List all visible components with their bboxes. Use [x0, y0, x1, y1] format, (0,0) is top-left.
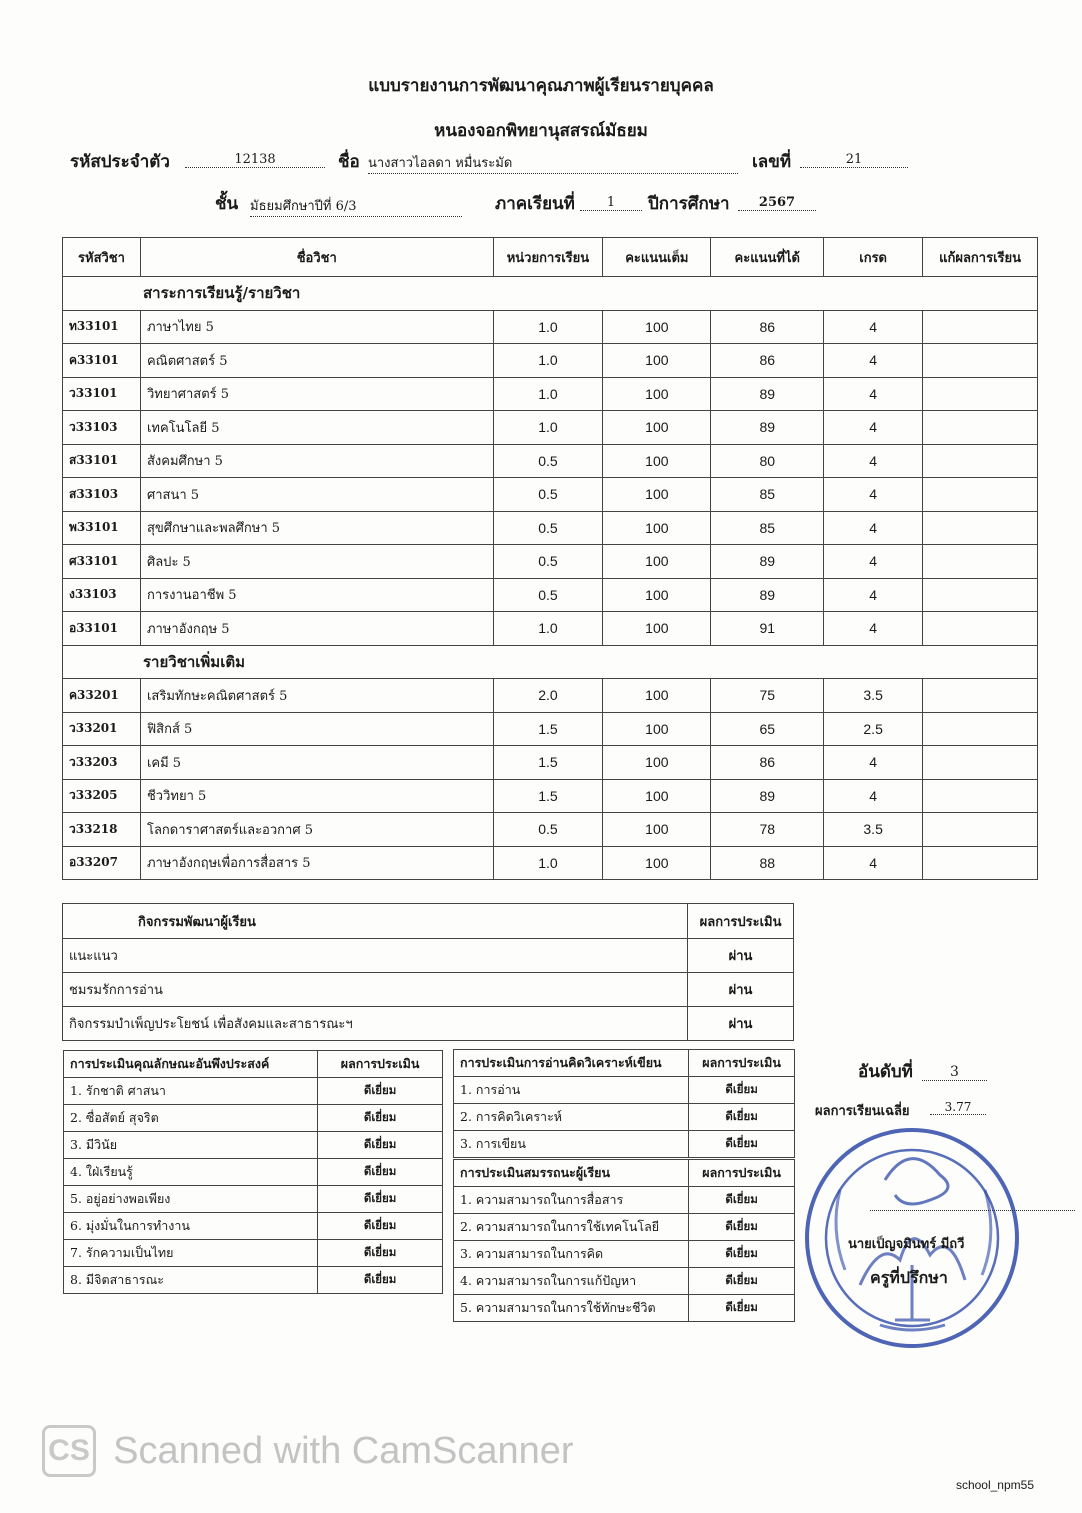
cell-score: 78 [711, 813, 824, 847]
table-row [63, 478, 1038, 512]
col-header: ชื่อวิชา [140, 238, 493, 277]
camscanner-logo-icon: CS [42, 1425, 96, 1477]
cell-fix [923, 411, 1038, 445]
cell-code: ค33101 [63, 344, 141, 378]
table-row [63, 973, 794, 1007]
cell-name: ภาษาอังกฤษ 5 [140, 612, 493, 646]
cell-score: 88 [711, 846, 824, 880]
semester-label: ภาคเรียนที่ [495, 194, 575, 214]
competency-item: 5. ความสามารถในการใช้ทักษะชีวิต [454, 1295, 689, 1322]
cell-full: 100 [603, 779, 711, 813]
cell-score: 89 [711, 545, 824, 579]
cell-score: 75 [711, 679, 824, 713]
cell-grade: 4 [824, 779, 923, 813]
cell-grade: 4 [824, 310, 923, 344]
cell-credit: 1.5 [493, 712, 603, 746]
reading-result-header: ผลการประเมิน [689, 1050, 795, 1077]
cell-credit: 0.5 [493, 545, 603, 579]
activity-name: ชมรมรักการอ่าน [63, 973, 688, 1007]
cell-code: ว33201 [63, 712, 141, 746]
col-header: แก้ผลการเรียน [923, 238, 1038, 277]
table-row [64, 1078, 443, 1105]
competency-item: 2. ความสามารถในการใช้เทคโนโลยี [454, 1214, 689, 1241]
cell-grade: 4 [824, 612, 923, 646]
traits-result-header: ผลการประเมิน [318, 1051, 443, 1078]
cell-fix [923, 578, 1038, 612]
camscanner-text: Scanned with CamScanner [113, 1429, 574, 1472]
cell-fix [923, 310, 1038, 344]
table-row [63, 612, 1038, 646]
cell-fix [923, 612, 1038, 646]
table-row [454, 1131, 795, 1158]
cell-fix [923, 746, 1038, 780]
traits-item: 2. ซื่อสัตย์ สุจริต [64, 1105, 318, 1132]
cell-name: คณิตศาสตร์ 5 [140, 344, 493, 378]
cell-fix [923, 344, 1038, 378]
gpa-value: 3.77 [930, 1100, 986, 1115]
traits-header: การประเมินคุณลักษณะอันพึงประสงค์ [64, 1051, 318, 1078]
name-value: นางสาวไอลดา หมื่นระมัด [368, 152, 738, 174]
section-title: สาระการเรียนรู้/รายวิชา [63, 277, 1038, 311]
reading-table [453, 1049, 795, 1158]
cell-full: 100 [603, 478, 711, 512]
year-label: ปีการศึกษา [648, 194, 730, 214]
traits-item: 7. รักความเป็นไทย [64, 1240, 318, 1267]
table-row [63, 411, 1038, 445]
cell-name: การงานอาชีพ 5 [140, 578, 493, 612]
cell-name: โลกดาราศาสตร์และอวกาศ 5 [140, 813, 493, 847]
signature-line [870, 1208, 1075, 1211]
table-row [64, 1240, 443, 1267]
col-header: รหัสวิชา [63, 238, 141, 277]
cell-name: ศาสนา 5 [140, 478, 493, 512]
cell-full: 100 [603, 377, 711, 411]
reading-item: 3. การเขียน [454, 1131, 689, 1158]
cell-name: ศิลปะ 5 [140, 545, 493, 579]
school-name: หนองจอกพิทยานุสสรณ์มัธยม [434, 121, 648, 141]
reading-item: 1. การอ่าน [454, 1077, 689, 1104]
activity-result: ผ่าน [688, 973, 794, 1007]
cell-full: 100 [603, 444, 711, 478]
cell-credit: 0.5 [493, 478, 603, 512]
cell-credit: 1.0 [493, 377, 603, 411]
cell-name: วิทยาศาสตร์ 5 [140, 377, 493, 411]
reading-result: ดีเยี่ยม [689, 1104, 795, 1131]
cell-full: 100 [603, 578, 711, 612]
cell-fix [923, 377, 1038, 411]
traits-item: 4. ใฝ่เรียนรู้ [64, 1159, 318, 1186]
competency-header: การประเมินสมรรถนะผู้เรียน [454, 1160, 689, 1187]
cell-grade: 3.5 [824, 679, 923, 713]
table-row [63, 813, 1038, 847]
cell-name: เคมี 5 [140, 746, 493, 780]
table-row [63, 377, 1038, 411]
cell-score: 85 [711, 478, 824, 512]
cell-full: 100 [603, 813, 711, 847]
cell-name: เสริมทักษะคณิตศาสตร์ 5 [140, 679, 493, 713]
table-row [63, 679, 1038, 713]
cell-score: 85 [711, 511, 824, 545]
table-row [63, 578, 1038, 612]
cell-fix [923, 779, 1038, 813]
reading-item: 2. การคิดวิเคราะห์ [454, 1104, 689, 1131]
table-row [64, 1186, 443, 1213]
section-row [63, 645, 1038, 679]
cell-credit: 0.5 [493, 444, 603, 478]
traits-result: ดีเยี่ยม [318, 1159, 443, 1186]
table-row [63, 511, 1038, 545]
activities-table [62, 903, 794, 1041]
advisor-role: ครูที่ปรึกษา [870, 1268, 948, 1287]
report-title: แบบรายงานการพัฒนาคุณภาพผู้เรียนรายบุคคล [368, 76, 714, 96]
cell-score: 89 [711, 578, 824, 612]
activity-result: ผ่าน [688, 1007, 794, 1041]
traits-result: ดีเยี่ยม [318, 1267, 443, 1294]
traits-result: ดีเยี่ยม [318, 1105, 443, 1132]
cell-full: 100 [603, 511, 711, 545]
cell-score: 89 [711, 411, 824, 445]
traits-result: ดีเยี่ยม [318, 1132, 443, 1159]
cell-grade: 4 [824, 545, 923, 579]
table-row [454, 1104, 795, 1131]
table-row [63, 712, 1038, 746]
table-row [64, 1132, 443, 1159]
table-row [454, 1241, 795, 1268]
cell-credit: 1.5 [493, 779, 603, 813]
activity-name: กิจกรรมบำเพ็ญประโยชน์ เพื่อสังคมและสาธารณะฯ [63, 1007, 688, 1041]
cell-name: เทคโนโลยี 5 [140, 411, 493, 445]
reading-result: ดีเยี่ยม [689, 1077, 795, 1104]
cell-score: 65 [711, 712, 824, 746]
cell-code: อ33207 [63, 846, 141, 880]
table-row [64, 1213, 443, 1240]
competency-result: ดีเยี่ยม [689, 1187, 795, 1214]
cell-score: 80 [711, 444, 824, 478]
cell-score: 86 [711, 310, 824, 344]
cell-name: ฟิสิกส์ 5 [140, 712, 493, 746]
rank-value: 3 [922, 1064, 987, 1081]
cell-code: พ33101 [63, 511, 141, 545]
cell-code: ว33218 [63, 813, 141, 847]
activity-result: ผ่าน [688, 939, 794, 973]
student-id-value: 12138 [185, 152, 325, 168]
class-value: มัธยมศึกษาปีที่ 6/3 [250, 195, 462, 217]
cell-name: สุขศึกษาและพลศึกษา 5 [140, 511, 493, 545]
table-row [454, 1077, 795, 1104]
year-value: 2567 [738, 195, 816, 211]
cell-score: 91 [711, 612, 824, 646]
cell-code: ส33101 [63, 444, 141, 478]
cell-full: 100 [603, 344, 711, 378]
traits-item: 3. มีวินัย [64, 1132, 318, 1159]
cell-fix [923, 712, 1038, 746]
table-row [63, 779, 1038, 813]
table-row [454, 1268, 795, 1295]
cell-credit: 0.5 [493, 511, 603, 545]
cell-grade: 2.5 [824, 712, 923, 746]
cell-grade: 4 [824, 444, 923, 478]
cell-code: ว33203 [63, 746, 141, 780]
cell-full: 100 [603, 411, 711, 445]
cell-score: 89 [711, 377, 824, 411]
table-row [63, 545, 1038, 579]
competency-result: ดีเยี่ยม [689, 1268, 795, 1295]
cell-full: 100 [603, 712, 711, 746]
gpa-label: ผลการเรียนเฉลี่ย [815, 1104, 910, 1119]
number-label: เลขที่ [752, 152, 792, 172]
table-row [63, 746, 1038, 780]
grades-table [62, 237, 1038, 880]
cell-full: 100 [603, 310, 711, 344]
cell-code: ค33201 [63, 679, 141, 713]
cell-name: ภาษาอังกฤษเพื่อการสื่อสาร 5 [140, 846, 493, 880]
cell-full: 100 [603, 846, 711, 880]
competency-result-header: ผลการประเมิน [689, 1160, 795, 1187]
cell-credit: 1.0 [493, 310, 603, 344]
cell-credit: 1.5 [493, 746, 603, 780]
cell-grade: 4 [824, 578, 923, 612]
competency-result: ดีเยี่ยม [689, 1241, 795, 1268]
cell-score: 86 [711, 746, 824, 780]
advisor-name: นายเป็ญจมินทร์ มีถวี [848, 1237, 965, 1252]
activities-header: กิจกรรมพัฒนาผู้เรียน [63, 904, 688, 939]
table-row [454, 1214, 795, 1241]
name-label: ชื่อ [338, 152, 360, 172]
semester-value: 1 [580, 195, 642, 211]
cell-full: 100 [603, 746, 711, 780]
traits-result: ดีเยี่ยม [318, 1186, 443, 1213]
table-row [63, 846, 1038, 880]
traits-item: 1. รักชาติ ศาสนา [64, 1078, 318, 1105]
section-row [63, 277, 1038, 311]
table-row [63, 939, 794, 973]
cell-code: ส33103 [63, 478, 141, 512]
competency-result: ดีเยี่ยม [689, 1214, 795, 1241]
cell-code: อ33101 [63, 612, 141, 646]
cell-grade: 4 [824, 344, 923, 378]
competency-item: 1. ความสามารถในการสื่อสาร [454, 1187, 689, 1214]
competency-item: 4. ความสามารถในการแก้ปัญหา [454, 1268, 689, 1295]
cell-grade: 4 [824, 377, 923, 411]
traits-item: 6. มุ่งมั่นในการทำงาน [64, 1213, 318, 1240]
section-title: รายวิชาเพิ่มเติม [63, 645, 1038, 679]
competency-table [453, 1159, 795, 1322]
cell-credit: 1.0 [493, 344, 603, 378]
cell-fix [923, 846, 1038, 880]
cell-credit: 2.0 [493, 679, 603, 713]
cell-code: ศ33101 [63, 545, 141, 579]
table-row [64, 1105, 443, 1132]
cell-fix [923, 478, 1038, 512]
table-row [63, 344, 1038, 378]
cell-score: 86 [711, 344, 824, 378]
cell-grade: 4 [824, 411, 923, 445]
student-id-label: รหัสประจำตัว [70, 152, 170, 172]
class-label: ชั้น [215, 194, 239, 214]
cell-grade: 4 [824, 511, 923, 545]
col-header: เกรด [824, 238, 923, 277]
traits-item: 8. มีจิตสาธารณะ [64, 1267, 318, 1294]
cell-grade: 3.5 [824, 813, 923, 847]
col-header: คะแนนที่ได้ [711, 238, 824, 277]
activities-result-header: ผลการประเมิน [688, 904, 794, 939]
school-tag: school_npm55 [955, 1478, 1034, 1492]
cell-full: 100 [603, 612, 711, 646]
grades-header-row [63, 238, 1038, 277]
activity-name: แนะแนว [63, 939, 688, 973]
cell-code: ง33103 [63, 578, 141, 612]
rank-label: อันดับที่ [858, 1062, 913, 1082]
traits-result: ดีเยี่ยม [318, 1213, 443, 1240]
number-value: 21 [800, 152, 908, 168]
table-row [454, 1187, 795, 1214]
cell-credit: 1.0 [493, 846, 603, 880]
cell-credit: 1.0 [493, 411, 603, 445]
table-row [63, 444, 1038, 478]
table-row [63, 310, 1038, 344]
cell-credit: 0.5 [493, 813, 603, 847]
cell-grade: 4 [824, 846, 923, 880]
traits-table [63, 1050, 443, 1294]
traits-result: ดีเยี่ยม [318, 1078, 443, 1105]
cell-score: 89 [711, 779, 824, 813]
cell-grade: 4 [824, 746, 923, 780]
cell-code: ว33101 [63, 377, 141, 411]
cell-grade: 4 [824, 478, 923, 512]
cell-name: ภาษาไทย 5 [140, 310, 493, 344]
traits-result: ดีเยี่ยม [318, 1240, 443, 1267]
col-header: หน่วยการเรียน [493, 238, 603, 277]
reading-header: การประเมินการอ่านคิดวิเคราะห์เขียน [454, 1050, 689, 1077]
cell-fix [923, 813, 1038, 847]
cell-code: ท33101 [63, 310, 141, 344]
competency-result: ดีเยี่ยม [689, 1295, 795, 1322]
cell-fix [923, 545, 1038, 579]
table-row [63, 1007, 794, 1041]
cell-full: 100 [603, 545, 711, 579]
reading-result: ดีเยี่ยม [689, 1131, 795, 1158]
cell-code: ว33103 [63, 411, 141, 445]
table-row [64, 1267, 443, 1294]
cell-fix [923, 679, 1038, 713]
table-row [64, 1159, 443, 1186]
cell-credit: 1.0 [493, 612, 603, 646]
cell-name: ชีววิทยา 5 [140, 779, 493, 813]
cell-fix [923, 444, 1038, 478]
table-row [454, 1295, 795, 1322]
cell-fix [923, 511, 1038, 545]
cell-name: สังคมศึกษา 5 [140, 444, 493, 478]
cell-full: 100 [603, 679, 711, 713]
cell-code: ว33205 [63, 779, 141, 813]
competency-item: 3. ความสามารถในการคิด [454, 1241, 689, 1268]
cell-credit: 0.5 [493, 578, 603, 612]
traits-item: 5. อยู่อย่างพอเพียง [64, 1186, 318, 1213]
col-header: คะแนนเต็ม [603, 238, 711, 277]
camscanner-watermark [42, 1425, 574, 1477]
